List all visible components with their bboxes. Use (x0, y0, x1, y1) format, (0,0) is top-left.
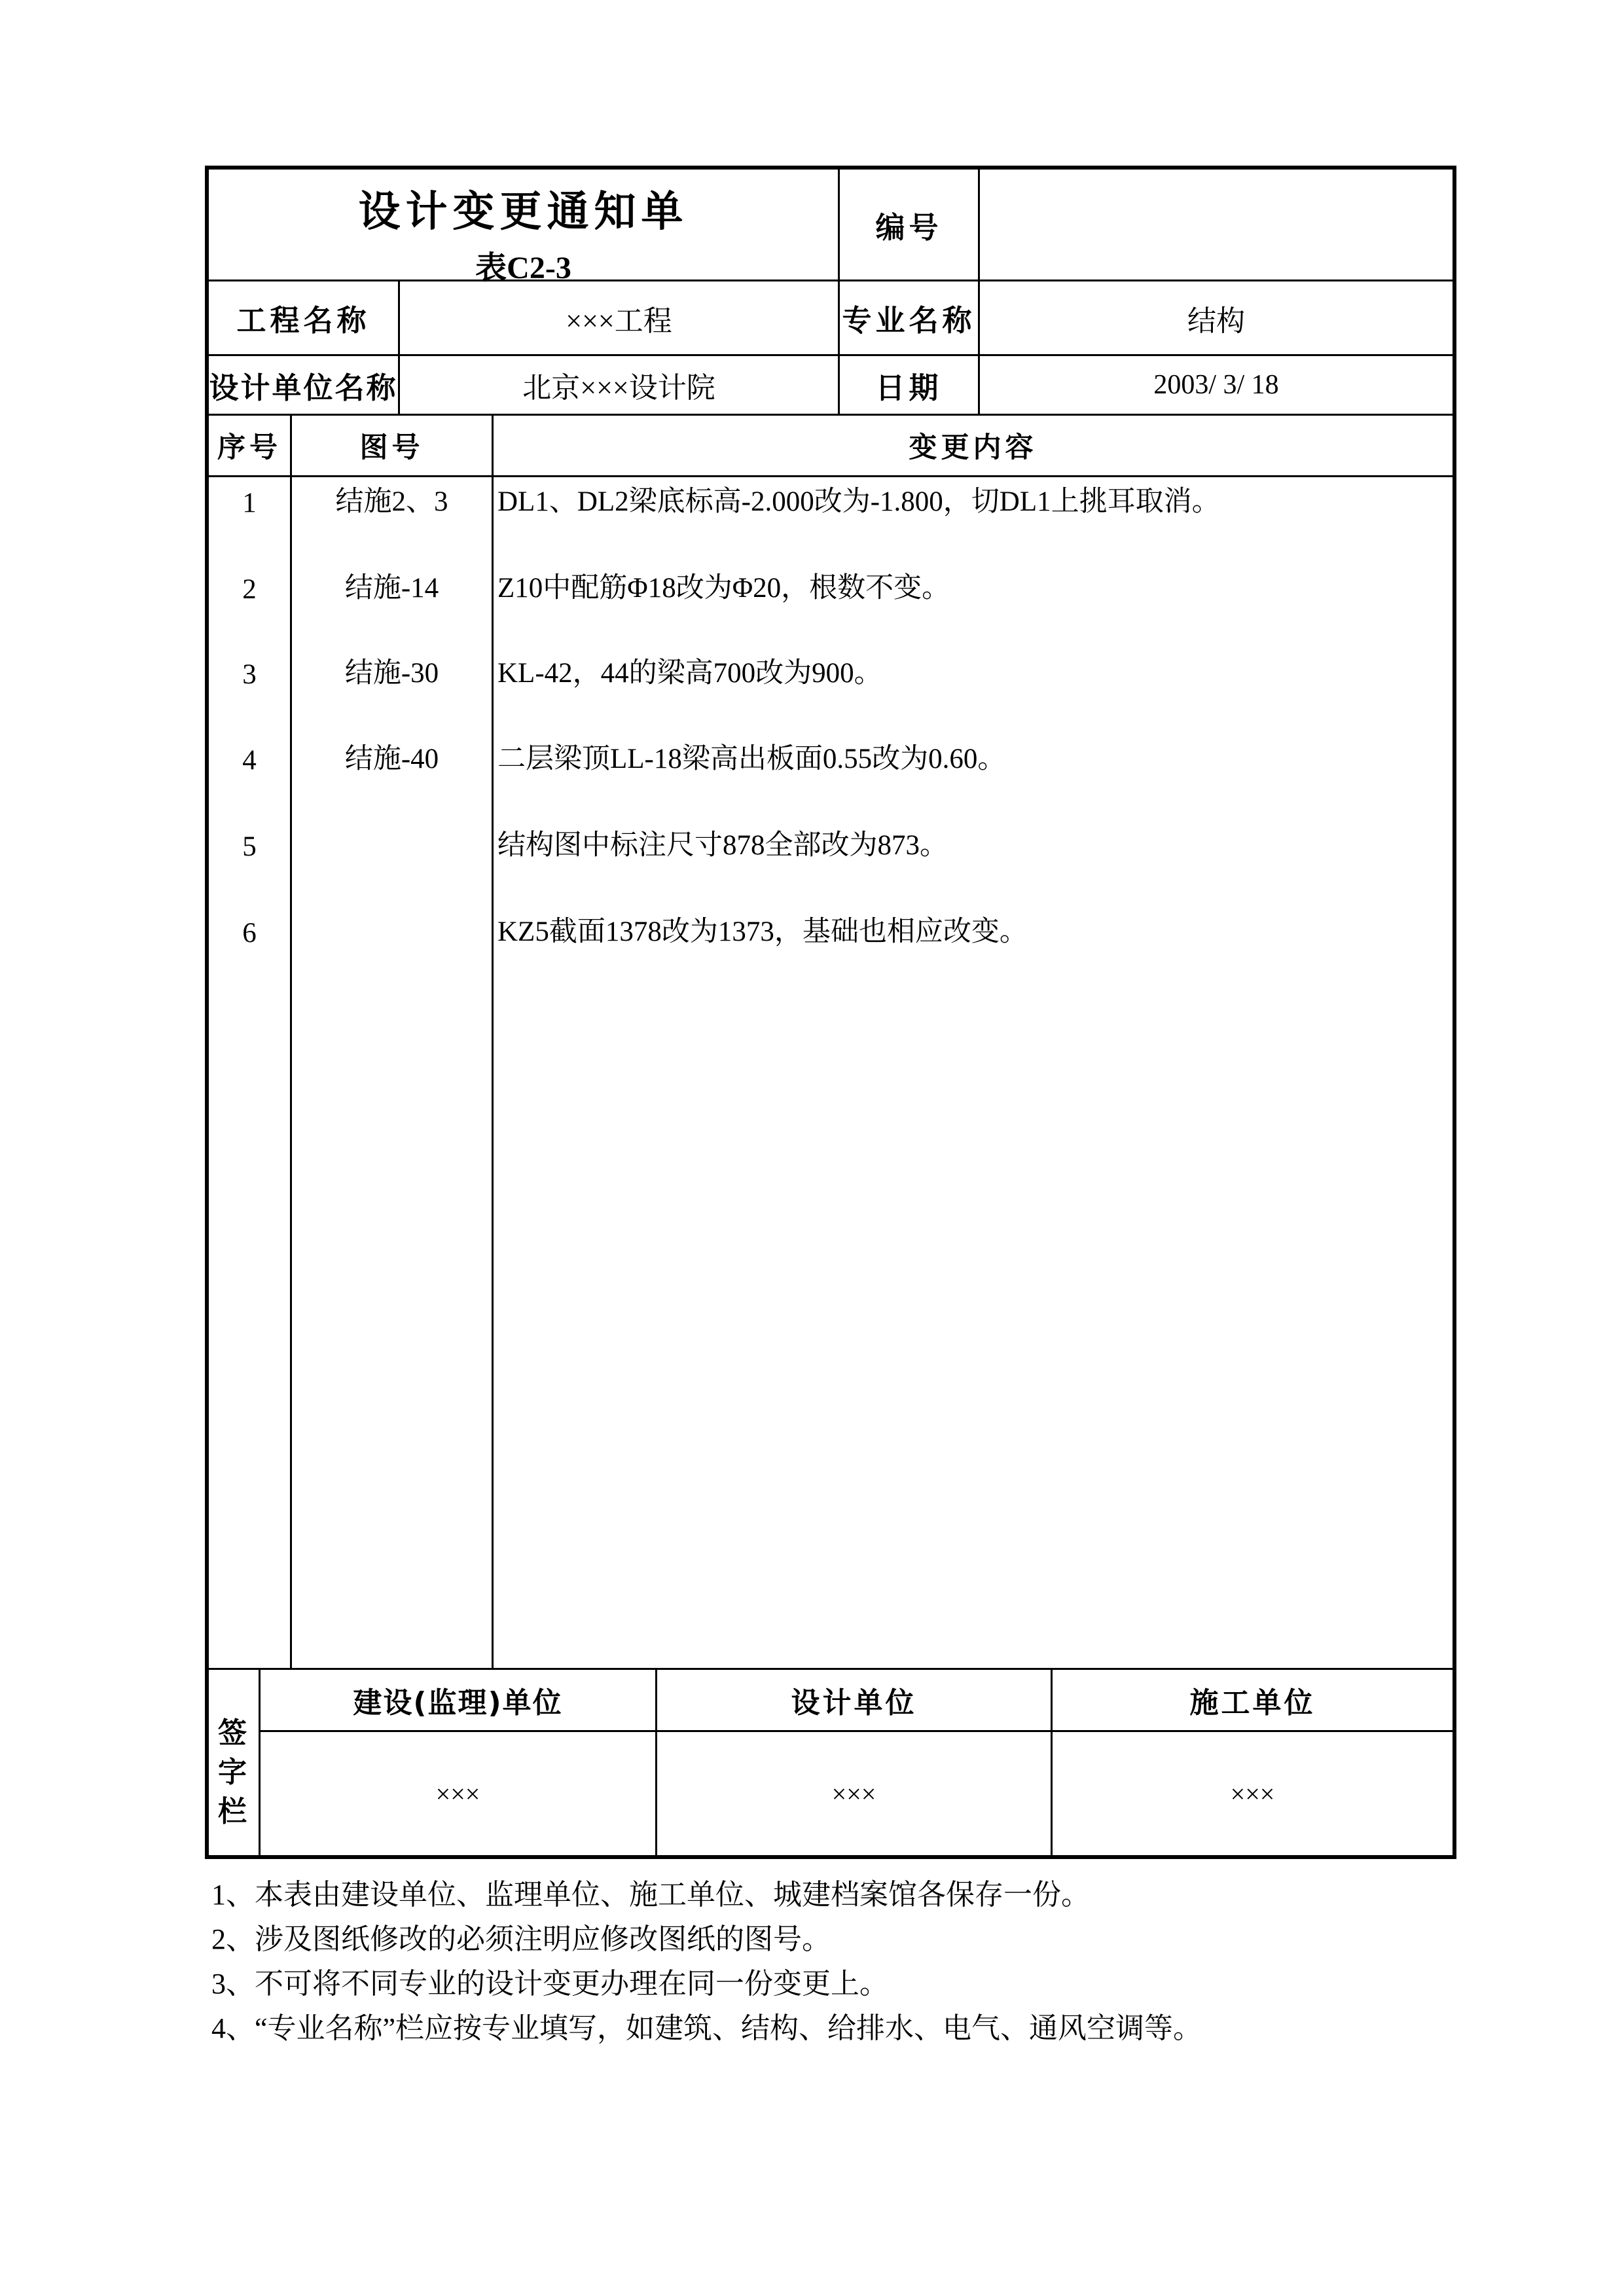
owner-column-header: 建设(监理)单位 (353, 1686, 563, 1720)
contractor-column-header: 施工单位 (1189, 1686, 1316, 1720)
project-name-value[interactable]: ×××工程 (566, 304, 672, 337)
row-drawing: 结施-40 (344, 744, 439, 774)
number-field[interactable] (980, 170, 1453, 280)
design-unit-label: 设计单位名称 (209, 370, 398, 405)
note-1: 1、本表由建设单位、监理单位、施工单位、城建档案馆各保存一份。 (211, 1879, 1090, 1911)
row-content: DL1、DL2梁底标高-2.000改为-1.800，切DL1上挑耳取消。 (497, 486, 1220, 517)
project-name-label: 工程名称 (236, 303, 370, 338)
date-label: 日期 (875, 370, 943, 405)
row-seq: 2 (242, 574, 257, 605)
note-2: 2、涉及图纸修改的必须注明应修改图纸的图号。 (211, 1923, 831, 1955)
number-label: 编号 (875, 209, 943, 245)
grid-line (492, 416, 494, 1670)
row-content: 二层梁顶LL-18梁高出板面0.55改为0.60。 (497, 744, 1006, 774)
column-header-content: 变更内容 (909, 431, 1038, 464)
form-code: 表C2-3 (475, 251, 571, 285)
owner-signature[interactable]: ××× (435, 1779, 480, 1809)
row-content: Z10中配筋Φ18改为Φ20，根数不变。 (497, 573, 950, 604)
discipline-value[interactable]: 结构 (1187, 304, 1245, 337)
row-content: KL-42，44的梁高700改为900。 (497, 658, 882, 689)
row-content: KZ5截面1378改为1373，基础也相应改变。 (497, 916, 1028, 947)
grid-line (207, 475, 1454, 477)
contractor-signature[interactable]: ××× (1230, 1779, 1275, 1809)
row-content: 结构图中标注尺寸878全部改为873。 (497, 830, 948, 861)
row-seq: 1 (242, 488, 257, 518)
designer-column-header: 设计单位 (791, 1686, 917, 1720)
row-seq: 4 (242, 745, 257, 776)
column-header-seq: 序号 (217, 431, 281, 464)
form-title: 设计变更通知单 (358, 188, 689, 236)
table-border-bottom (205, 1855, 1456, 1859)
designer-signature[interactable]: ××× (831, 1779, 876, 1809)
column-header-drawing: 图号 (359, 431, 424, 464)
date-value[interactable]: 2003/ 3/ 18 (1153, 370, 1279, 400)
row-drawing: 结施-30 (344, 658, 439, 689)
discipline-label: 专业名称 (842, 303, 976, 338)
row-drawing: 结施-14 (344, 573, 439, 604)
row-seq: 3 (242, 659, 257, 690)
row-seq: 5 (242, 831, 257, 862)
table-border-right (1453, 166, 1456, 1859)
grid-line (290, 416, 292, 1670)
row-seq: 6 (242, 918, 257, 949)
note-3: 3、不可将不同专业的设计变更办理在同一份变更上。 (211, 1968, 888, 2000)
row-drawing: 结施2、3 (335, 486, 448, 517)
design-unit-value[interactable]: 北京×××设计院 (522, 372, 715, 404)
signature-label: 签字栏 (218, 1716, 247, 1828)
note-4: 4、“专业名称”栏应按专业填写，如建筑、结构、给排水、电气、通风空调等。 (211, 2012, 1202, 2044)
